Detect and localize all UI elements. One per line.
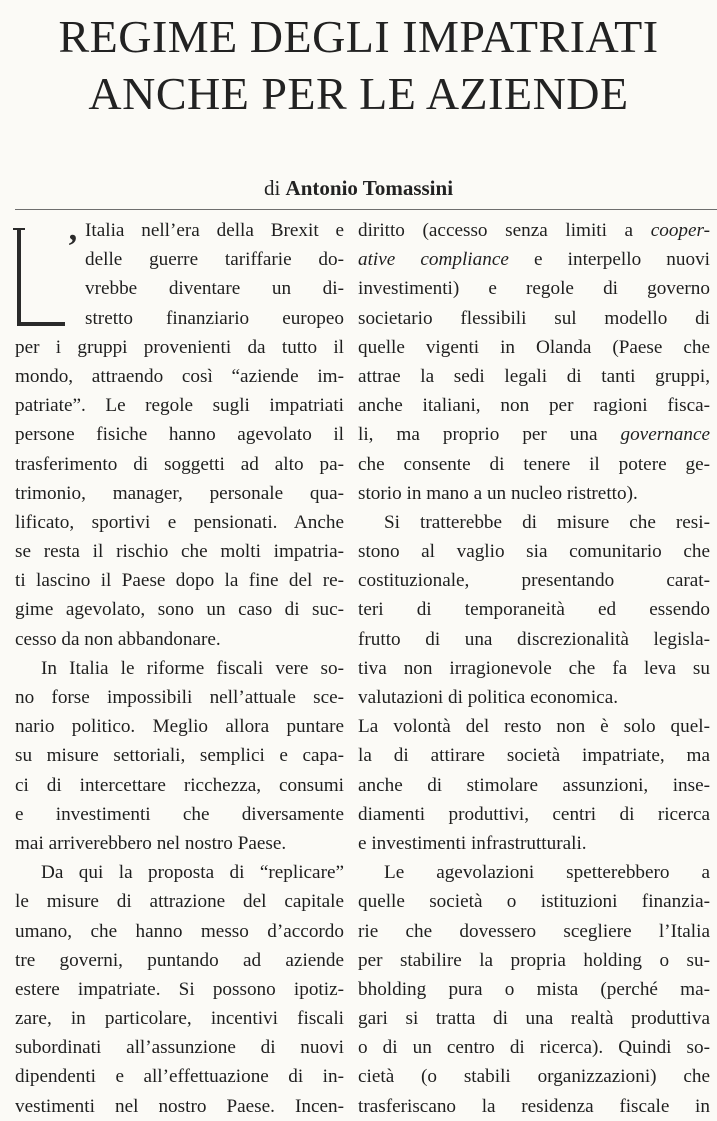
- text-line: valutazioni di politica economica.: [358, 687, 619, 708]
- text-line: cesso da non abbandonare.: [15, 628, 221, 650]
- text-line: subordinati all’assunzione di nuovi: [15, 1037, 344, 1059]
- text-line: se resta il rischio che molti impatria-: [15, 541, 344, 563]
- text-line: mondo, attraendo così “aziende im-: [15, 365, 344, 387]
- text-line: persone fisiche hanno agevolato il: [15, 424, 344, 446]
- italic-term: cooper-: [650, 220, 710, 241]
- text-line: La volontà del resto non è solo quel-: [358, 716, 710, 738]
- text-line: trasferiscano la residenza fiscale in: [358, 1095, 710, 1117]
- byline: [0, 176, 717, 201]
- text-line: e investimenti che diversamente: [15, 803, 344, 825]
- text-line: no forse impossibili nell’attuale sce-: [15, 687, 344, 708]
- text-line: le misure di attrazione del capitale: [15, 891, 344, 913]
- text-line: Da qui la proposta di “replicare”: [41, 862, 344, 884]
- text-line: investimenti) e regole di governo: [358, 278, 710, 300]
- text-line: vestimenti nel nostro Paese. Incen-: [15, 1095, 344, 1117]
- text-line: lificato, sportivi e pensionati. Anche: [15, 511, 344, 533]
- text-line: delle guerre tariffarie do-: [85, 249, 344, 271]
- text-line: Le agevolazioni spetterebbero a: [384, 862, 710, 884]
- text-line: gime agevolato, sono un caso di suc-: [15, 599, 344, 621]
- text-line: vrebbe diventare un di-: [85, 278, 344, 300]
- text-line: attrae la sedi legali di tanti gruppi,: [358, 365, 710, 387]
- text-line: ative compliance e interpello nuovi: [358, 249, 711, 271]
- drop-cap-apostrophe: ’: [67, 228, 79, 265]
- text-line: ci di intercettare ricchezza, consumi: [15, 774, 344, 796]
- article-column-left: [15, 216, 344, 1121]
- text-line: su misure settoriali, semplici e capa-: [15, 745, 344, 767]
- text-line: gari si tratta di una realtà produttiva: [358, 1008, 710, 1030]
- drop-cap-letter: [17, 228, 65, 328]
- text-line: quelle vigenti in Olanda (Paese che: [358, 336, 710, 358]
- byline-author: Antonio Tomassini: [285, 176, 454, 200]
- text-line: trimonio, manager, personale qua-: [15, 482, 344, 504]
- text-line: storio in mano a un nucleo ristretto).: [358, 482, 638, 504]
- text-line: o di un centro di ricerca). Quindi so-: [358, 1037, 710, 1059]
- text-line: mai arriverebbero nel nostro Paese.: [15, 832, 287, 854]
- drop-cap: [15, 216, 85, 332]
- text-line: stono al vaglio sia comunitario che: [358, 541, 710, 563]
- text-line: la di attirare società impatriate, ma: [358, 745, 710, 767]
- italic-term: governance: [620, 424, 710, 446]
- text-line: estere impatriate. Si possono ipotiz-: [15, 978, 344, 1000]
- text-line: Italia nell’era della Brexit e: [85, 220, 344, 241]
- text-line: trasferimento di soggetti ad alto pa-: [15, 453, 344, 475]
- header-divider: [15, 209, 717, 210]
- text-line: patriate”. Le regole sugli impatriati: [15, 395, 344, 417]
- text-line: anche di stimolare assunzioni, inse-: [358, 774, 710, 796]
- text-line: dipendenti e all’effettuazione di in-: [15, 1066, 344, 1088]
- text-line: stretto finanziario europeo: [85, 307, 344, 329]
- text-line: zare, in particolare, incentivi fiscali: [15, 1008, 344, 1030]
- text-line: nario politico. Meglio allora puntare: [15, 716, 344, 738]
- text-line: societario flessibili sul modello di: [358, 307, 710, 329]
- text-line: per stabilire la propria holding o su-: [358, 949, 710, 971]
- text-line: In Italia le riforme fiscali vere so-: [41, 657, 344, 679]
- text-line: diamenti produttivi, centri di ricerca: [358, 803, 710, 825]
- text-line: e investimenti infrastrutturali.: [358, 832, 587, 854]
- text-line: tiva non irragionevole che fa leva su: [358, 657, 710, 679]
- text-line: bholding pura o mista (perché ma-: [358, 978, 710, 1000]
- text-line: frutto di una discrezionalità legisla-: [358, 628, 710, 650]
- text-line: per i gruppi provenienti da tutto il: [15, 336, 344, 358]
- text-line: quelle società o istituzioni finanzia-: [358, 891, 710, 913]
- byline-prefix: di: [263, 176, 286, 200]
- article-column-right: [358, 216, 710, 1121]
- text-line: Si tratterebbe di misure che resi-: [384, 511, 710, 533]
- text-line: costituzionale, presentando carat-: [358, 570, 710, 592]
- text-line: ti lascino il Paese dopo la fine del re-: [15, 570, 344, 592]
- headline: [0, 8, 717, 122]
- text-line: cietà (o stabili organizzazioni) che: [358, 1066, 710, 1088]
- headline-line-2: ANCHE PER LE AZIENDE: [88, 68, 629, 119]
- italic-term: ative compliance: [358, 249, 509, 271]
- text-line: umano, che hanno messo d’accordo: [15, 920, 344, 942]
- text-line: rie che dovessero scegliere l’Italia: [358, 920, 710, 942]
- text-line: li, ma proprio per una governance: [358, 424, 710, 446]
- text-line: tre governi, puntando ad aziende: [15, 949, 344, 971]
- text-line: teri di temporaneità ed essendo: [358, 599, 710, 621]
- headline-line-1: REGIME DEGLI IMPATRIATI: [58, 11, 659, 62]
- text-line: anche italiani, non per ragioni fisca-: [358, 395, 710, 417]
- text-line: che consente di tenere il potere ge-: [358, 453, 710, 475]
- text-line: diritto (accesso senza limiti a cooper-: [358, 220, 710, 241]
